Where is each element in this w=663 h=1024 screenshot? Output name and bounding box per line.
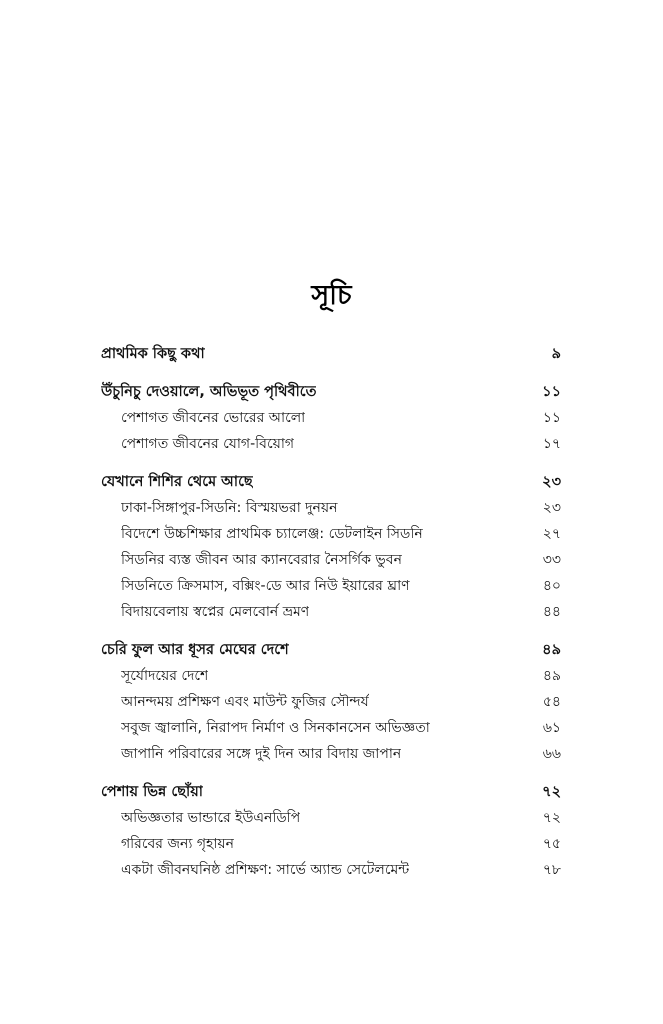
- toc-chapter-entry: [101, 573, 561, 599]
- toc-section: [101, 379, 561, 457]
- toc-chapter-entry-title: বিদেশে উচ্চশিক্ষার প্রাথমিক চ্যালেঞ্জ: ডেটলাইন সিডনি: [121, 526, 423, 542]
- toc-chapter-entry-page-number: ৪৪: [542, 604, 561, 620]
- toc-chapter-entry-page-number: ২৭: [542, 526, 561, 542]
- toc-chapter-entry-title: সবুজ জ্বালানি, নিরাপদ নির্মাণ ও সিনকানসেন অভিজ্ঞতা: [121, 720, 430, 736]
- toc-chapter-entry: [101, 741, 561, 767]
- toc-part-heading: [101, 637, 561, 663]
- toc-chapter-entry-title: গরিবের জন্য গৃহায়ন: [121, 836, 235, 852]
- toc-part-heading: [101, 469, 561, 495]
- toc-chapter-entry-page-number: ৬৬: [542, 746, 561, 762]
- toc-chapter-entry-title: সিডনিতে ক্রিসমাস, বক্সিং-ডে আর নিউ ইয়ারের ঘ্রাণ: [121, 578, 410, 594]
- toc-chapter-entry-page-number: ৫৪: [542, 694, 561, 710]
- toc-chapter-entry-page-number: ৭৮: [542, 862, 561, 878]
- toc-chapter-entry: [101, 663, 561, 689]
- toc-section: [101, 779, 561, 883]
- toc-chapter-entry: [101, 831, 561, 857]
- toc-section: [101, 341, 561, 367]
- toc-part-heading-title: যেখানে শিশির থেমে আছে: [101, 474, 253, 490]
- toc-chapter-entry-title: জাপানি পরিবারের সঙ্গে দুই দিন আর বিদায় জাপান: [121, 746, 402, 762]
- toc-chapter-entry-page-number: ৩৩: [542, 552, 561, 568]
- toc-chapter-entry-page-number: ৪০: [542, 578, 561, 594]
- toc-chapter-entry-title: একটা জীবনঘনিষ্ঠ প্রশিক্ষণ: সার্ভে অ্যান্ড সেটেলমেন্ট: [121, 862, 410, 878]
- toc-chapter-entry-title: ঢাকা-সিঙ্গাপুর-সিডনি: বিস্ময়ভরা দুনয়ন: [121, 500, 338, 516]
- toc-part-heading-page-number: ৪৯: [542, 642, 561, 658]
- toc-section: [101, 637, 561, 767]
- toc-part-heading: [101, 341, 561, 367]
- toc-chapter-entry-title: পেশাগত জীবনের ভোরের আলো: [121, 410, 306, 426]
- toc-chapter-entry: [101, 495, 561, 521]
- toc-chapter-entry: [101, 547, 561, 573]
- toc-part-heading-page-number: ১১: [542, 384, 561, 400]
- toc-part-heading-title: চেরি ফুল আর ধূসর মেঘের দেশে: [101, 642, 289, 658]
- toc-chapter-entry-title: সিডনির ব্যস্ত জীবন আর ক্যানবেরার নৈসর্গিক ভুবন: [121, 552, 402, 568]
- toc-chapter-entry-title: বিদায়বেলায় স্বপ্নের মেলবোর্ন ভ্রমণ: [121, 604, 310, 620]
- toc-chapter-entry: [101, 405, 561, 431]
- toc-section: [101, 469, 561, 625]
- page-title: সূচি: [311, 280, 352, 311]
- toc-part-heading-page-number: ৯: [551, 346, 561, 362]
- toc-chapter-entry-page-number: ৭৫: [542, 836, 561, 852]
- toc-chapter-entry-title: আনন্দময় প্রশিক্ষণ এবং মাউন্ট ফুজির সৌন্দর্য: [121, 694, 369, 710]
- toc-chapter-entry: [101, 805, 561, 831]
- toc-chapter-entry: [101, 857, 561, 883]
- toc-chapter-entry: [101, 715, 561, 741]
- table-of-contents: [101, 341, 561, 883]
- toc-chapter-entry-page-number: ২৩: [542, 500, 561, 516]
- toc-chapter-entry-title: সূর্যোদয়ের দেশে: [121, 668, 209, 684]
- toc-chapter-entry: [101, 521, 561, 547]
- toc-part-heading-page-number: ২৩: [542, 474, 561, 490]
- toc-chapter-entry-title: পেশাগত জীবনের যোগ-বিয়োগ: [121, 436, 295, 452]
- toc-chapter-entry: [101, 599, 561, 625]
- toc-chapter-entry-page-number: ১১: [542, 410, 561, 426]
- toc-chapter-entry-page-number: ১৭: [542, 436, 561, 452]
- toc-part-heading: [101, 379, 561, 405]
- toc-part-heading: [101, 779, 561, 805]
- toc-chapter-entry: [101, 431, 561, 457]
- toc-chapter-entry-page-number: ৪৯: [542, 668, 561, 684]
- toc-part-heading-page-number: ৭২: [542, 784, 561, 800]
- toc-chapter-entry: [101, 689, 561, 715]
- toc-chapter-entry-page-number: ৭২: [542, 810, 561, 826]
- toc-part-heading-title: উঁচুনিচু দেওয়ালে, অভিভূত পৃথিবীতে: [101, 384, 317, 400]
- toc-chapter-entry-page-number: ৬১: [542, 720, 561, 736]
- toc-chapter-entry-title: অভিজ্ঞতার ভান্ডারে ইউএনডিপি: [121, 810, 301, 826]
- toc-part-heading-title: প্রাথমিক কিছু কথা: [101, 346, 205, 362]
- toc-part-heading-title: পেশায় ভিন্ন ছোঁয়া: [101, 784, 203, 800]
